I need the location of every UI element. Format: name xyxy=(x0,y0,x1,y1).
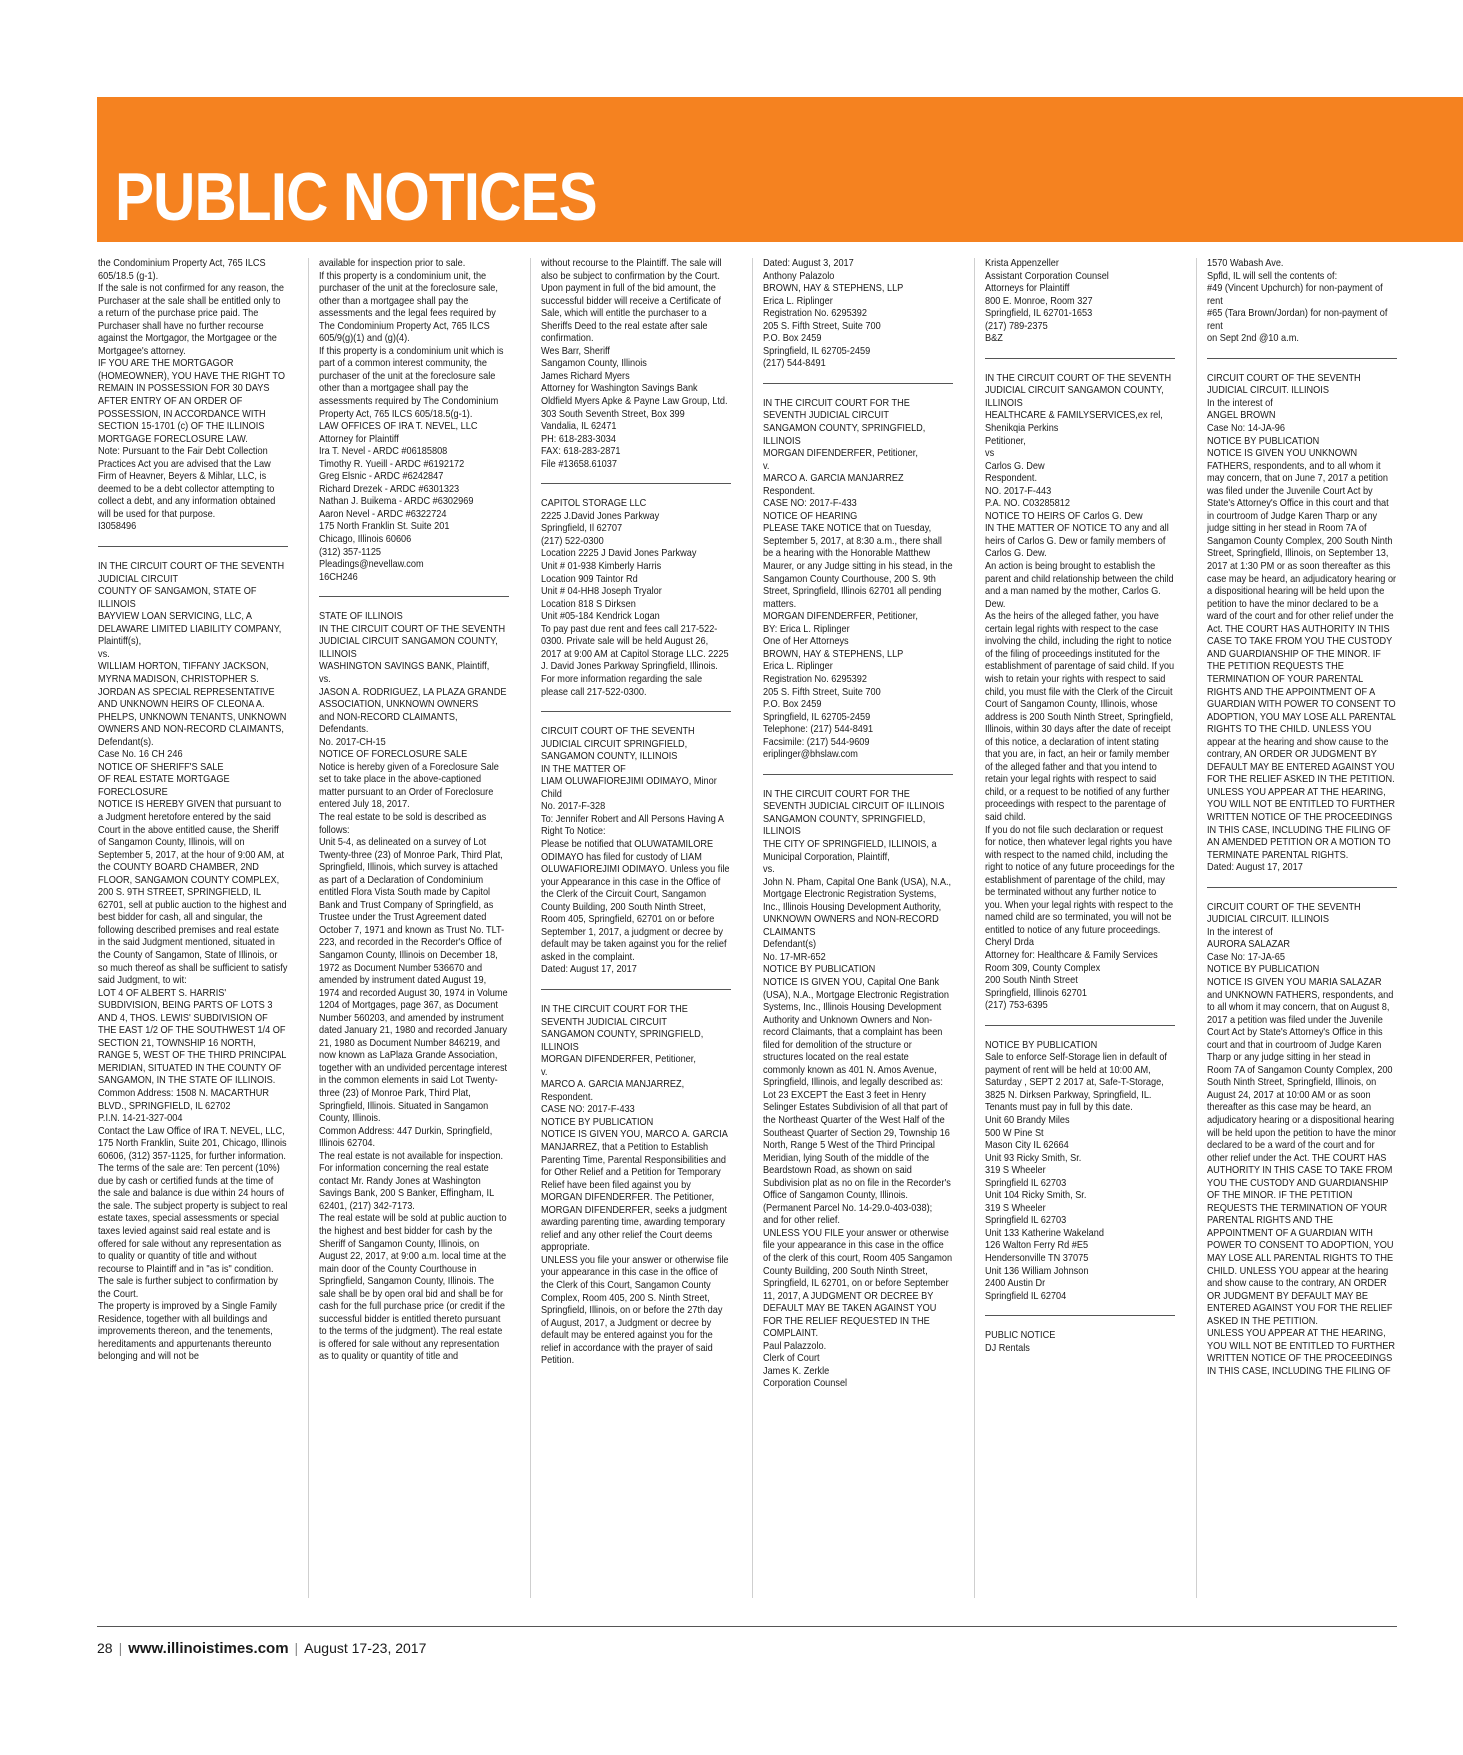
notice-separator xyxy=(541,483,731,484)
notice-block xyxy=(319,258,509,584)
notice-block xyxy=(985,373,1175,1013)
notice-text: IN THE CIRCUIT COURT FOR THE SEVENTH JUDICIAL CIRCUIT SANGAMON COUNTY, SPRINGFIELD, ILLINOIS MORGAN DIFENDERFER, Petitioner, v. MARCO A. GARCIA MANJARREZ Respondent. CASE NO: 2017-F-433 NOTICE OF HEARING PLEASE TAKE NOTICE that on Tuesday, September 5, 2017, at 8:30 a.m., there shall be a hearing with the Honorable Matthew Maurer, or any Judge sitting in his stead, in the Sangamon County Courthouse, 200 S. 9th Street, Springfield, Illinois 62701 all pending matters. MORGAN DIFENDERFER, Petitioner, BY: Erica L. Riplinger One of Her Attorneys BROWN, HAY & STEPHENS, LLP Erica L. Riplinger Registration No. 6295392 205 S. Fifth Street, Suite 700 P.O. Box 2459 Springfield, IL 62705-2459 Telephone: (217) 544-8491 Facsimile: (217) 544-9609 eriplinger@bhslaw.com xyxy=(763,397,953,761)
column-divider xyxy=(308,258,309,1598)
notice-text: PUBLIC NOTICE DJ Rentals xyxy=(985,1330,1056,1354)
notice-separator xyxy=(1207,887,1397,888)
notice-block xyxy=(1207,258,1397,346)
notice-separator xyxy=(98,546,288,547)
notice-text: Dated: August 3, 2017 Anthony Palazolo BROWN, HAY & STEPHENS, LLP Erica L. Riplinger Registration No. 6295392 205 S. Fifth Street, Suite 700 P.O. Box 2459 Springfield, IL 62705-2459 (217) 544-8491 xyxy=(763,258,904,370)
notice-block xyxy=(985,1040,1175,1303)
notice-block xyxy=(985,1330,1175,1355)
notice-column-1 xyxy=(98,258,288,1598)
notice-text: NOTICE BY PUBLICATION Sale to enforce Self-Storage lien in default of payment of rent will be held at 10:00 AM, Saturday , SEPT 2 2017 at, Safe-T-Storage, 3825 N. Dirksen Parkway, Springfield, IL. Tenants must pay in full by this date. Unit 60 Brandy Miles 500 W Pine St Mason City IL 62664 Unit 93 Ricky Smith, Sr. 319 S Wheeler Springfield IL 62703 Unit 104 Ricky Smith, Sr. 319 S Wheeler Springfield IL 62703 Unit 133 Katherine Wakeland 126 Walton Ferry Rd #E5 Hendersonville TN 37075 Unit 136 William Johnson 2400 Austin Dr Springfield IL 62704 xyxy=(985,1039,1167,1302)
notice-text: Krista Appenzeller Assistant Corporation Counsel Attorneys for Plaintiff 800 E. Monroe, Room 327 Springfield, IL 62701-1653 (217) 789-2375 B&Z xyxy=(985,258,1109,345)
website-link[interactable]: www.illinoistimes.com xyxy=(128,1640,289,1657)
notice-block xyxy=(1207,902,1397,1379)
notice-separator xyxy=(763,774,953,775)
notice-block xyxy=(541,258,731,471)
notice-text: 1570 Wabash Ave. Spfld, IL will sell the contents of: #49 (Vincent Upchurch) for non-payment of rent #65 (Tara Brown/Jordan) for non-payment of rent on Sept 2nd @10 a.m. xyxy=(1207,258,1388,345)
notice-text: CIRCUIT COURT OF THE SEVENTH JUDICIAL CIRCUIT. ILLINOIS In the interest of ANGEL BROWN Case No: 14-JA-96 NOTICE BY PUBLICATION NOTICE IS GIVEN YOU UNKNOWN FATHERS, respondents, and to all whom it may concern, that on June 7, 2017 a petition was filed under the Juvenile Court Act by State's Attorney's Office in this court and that in courtroom of Judge Karen Tharp or any judge sitting in her stead in Room 7A of Sangamon County Complex, 200 South Ninth Street, Springfield, Illinois, on September 13, 2017 at 1:30 PM or as soon thereafter as this case may be heard, an adjudicatory hearing or a dispositional hearing will be held upon the petition to have the minor declared to be a ward of the court and for other relief under the Act. THE COURT HAS AUTHORITY IN THIS CASE TO TAKE FROM YOU THE CUSTODY AND GUARDIANSHIP OF THE MINOR. IF THE PETITION REQUESTS THE TERMINATION OF YOUR PARENTAL RIGHTS AND THE APPOINTMENT OF A GUARDIAN WITH POWER TO CONSENT TO ADOPTION, YOU MAY LOSE ALL PARENTAL RIGHTS TO THE CHILD. UNLESS YOU appear at the hearing and show cause to the contrary, AN ORDER OR JUDGMENT BY DEFAULT MAY BE ENTERED AGAINST YOU FOR THE RELIEF ASKED IN THE PETITION. UNLESS YOU APPEAR AT THE HEARING, YOU WILL NOT BE ENTITLED TO FURTHER WRITTEN NOTICE OF THE PROCEEDINGS IN THIS CASE, INCLUDING THE FILING OF AN AMENDED PETITION OR A MOTION TO TERMINATE PARENTAL RIGHTS. Dated: August 17, 2017 xyxy=(1207,372,1397,874)
footer-divider xyxy=(97,1626,1397,1627)
notice-separator xyxy=(985,1025,1175,1026)
notice-text: IN THE CIRCUIT COURT FOR THE SEVENTH JUDICIAL CIRCUIT SANGAMON COUNTY, SPRINGFIELD, ILLINOIS MORGAN DIFENDERFER, Petitioner, v. MARCO A. GARCIA MANJARREZ, Respondent. CASE NO: 2017-F-433 NOTICE BY PUBLICATION NOTICE IS GIVEN YOU, MARCO A. GARCIA MANJARREZ, that a Petition to Establish Parenting Time, Parental Responsibilities and for Other Relief and a Petition for Temporary Relief have been filed against you by MORGAN DIFENDERFER. The Petitioner, MORGAN DIFENDERFER, seeks a judgment awarding parenting time, awarding temporary relief and any other relief the Court deems appropriate. UNLESS you file your answer or otherwise file your appearance in this case in the office of the Clerk of this Court, Sangamon County Complex, Room 405, 200 S. Ninth Street, Springfield, Illinois, on or before the 27th day of August, 2017, a Judgment or decree by default may be entered against you for the relief in accordance with the prayer of said Petition. xyxy=(541,1003,729,1367)
notice-column-6 xyxy=(1207,258,1397,1598)
notice-text: IN THE CIRCUIT COURT FOR THE SEVENTH JUDICIAL CIRCUIT OF ILLINOIS SANGAMON COUNTY, SPRINGFIELD, ILLINOIS THE CITY OF SPRINGFIELD, ILLINOIS, a Municipal Corporation, Plaintiff, vs. John N. Pham, Capital One Bank (USA), N.A., Mortgage Electronic Registration Systems, Inc., Illinois Housing Development Authority, UNKNOWN OWNERS and NON-RECORD CLAIMANTS Defendant(s) No. 17-MR-652 NOTICE BY PUBLICATION NOTICE IS GIVEN YOU, Capital One Bank (USA), N.A., Mortgage Electronic Registration Systems, Inc., Illinois Housing Development Authority and Unknown Owners and Non-record Claimants, that a complaint has been filed for demolition of the structure or structures located on the real estate commonly known as 401 N. Amos Avenue, Springfield, Illinois, and legally described as: Lot 23 EXCEPT the East 3 feet in Henry Selinger Estates Subdivision of all that part of the Northeast Quarter of the West Half of the Southeast Quarter of Section 29, Township 16 North, Range 5 West of the Third Principal Meridian, lying South of the middle of the Beardstown Road, as shown on said Subdivision plat as no on file in the Recorder's Office of Sangamon County, Illinois. (Permanent Parcel No. 14-29.0-403-038); and for other relief. UNLESS YOU FILE your answer or otherwise file your appearance in this case in the office of the clerk of this court, Room 405 Sangamon County Building, 200 South Ninth Street, Springfield, IL 62701, on or before September 11, 2017, A JUDGMENT OR DECREE BY DEFAULT MAY BE TAKEN AGAINST YOU FOR THE RELIEF REQUESTED IN THE COMPLAINT. Paul Palazzolo. Clerk of Court James K. Zerkle Corporation Counsel xyxy=(763,788,953,1390)
notice-column-3 xyxy=(541,258,731,1598)
page-number: 28 xyxy=(97,1640,113,1656)
header-banner xyxy=(97,97,1463,242)
notice-separator xyxy=(763,383,953,384)
notice-column-5 xyxy=(985,258,1175,1598)
notice-block xyxy=(763,398,953,762)
issue-date: August 17-23, 2017 xyxy=(304,1640,427,1656)
notice-block xyxy=(541,726,731,977)
notice-block xyxy=(763,789,953,1391)
footer-separator: | xyxy=(118,1640,123,1656)
notice-separator xyxy=(319,596,509,597)
notice-block xyxy=(319,611,509,1364)
notice-text: without recourse to the Plaintiff. The sale will also be subject to confirmation by the Court. Upon payment in full of the bid amount, the successful bidder will receive a Certificate of Sale, which will entitle the purchaser to a Sheriffs Deed to the real estate after sale confirmation. Wes Barr, Sheriff Sangamon County, Illinois James Richard Myers Attorney for Washington Savings Bank Oldfield Myers Apke & Payne Law Group, Ltd. 303 South Seventh Street, Box 399 Vandalia, IL 62471 PH: 618-283-3034 FAX: 618-283-2871 File #13658.61037 xyxy=(541,258,728,470)
notice-separator xyxy=(541,989,731,990)
notice-separator xyxy=(985,1315,1175,1316)
column-divider xyxy=(752,258,753,1598)
notice-text: CAPITOL STORAGE LLC 2225 J.David Jones Parkway Springfield, Il 62707 (217) 522-0300 Location 2225 J David Jones Parkway Unit # 01-938 Kimberly Harris Location 909 Taintor Rd Unit # 04-HH8 Joseph Tryalor Location 818 S Dirksen Unit #05-184 Kendrick Logan To pay past due rent and fees call 217-522-0300. Private sale will be held August 26, 2017 at 9:00 AM at Capitol Storage LLC. 2225 J. David Jones Parkway Springfield, Illinois. For more information regarding the sale please call 217-522-0300. xyxy=(541,498,729,698)
notice-block xyxy=(763,258,953,371)
notice-block xyxy=(541,1004,731,1368)
notice-text: STATE OF ILLINOIS IN THE CIRCUIT COURT OF THE SEVENTH JUDICIAL CIRCUIT SANGAMON COUNTY, ILLINOIS WASHINGTON SAVINGS BANK, Plaintiff, vs. JASON A. RODRIGUEZ, LA PLAZA GRANDE ASSOCIATION, UNKNOWN OWNERS and NON-RECORD CLAIMANTS, Defendants. No. 2017-CH-15 NOTICE OF FORECLOSURE SALE Notice is hereby given of a Foreclosure Sale set to take place in the above-captioned matter pursuant to an Order of Foreclosure entered July 18, 2017. The real estate to be sold is described as follows: Unit 5-4, as delineated on a survey of Lot Twenty-three (23) of Monroe Park, Third Plat, Springfield, Illinois, which survey is attached as part of a Declaration of Condominium entitled Flora Vista South made by Capitol Bank and Trust Company of Springfield, as Trustee under the Trust Agreement dated October 7, 1971 and known as Trust No. TLT-223, and recorded in the Recorder's Office of Sangamon County, Illinois on December 18, 1972 as Document Number 536670 and amended by instrument dated August 19, 1974 and recorded August 30, 1974 in Volume 1204 of Mortgages, page 367, as Document Number 560203, and amended by instrument dated January 21, 1980 and recorded January 21, 1980 as Document Number 846219, and now known as LaPlaza Grande Association, together with an undivided percentage interest in the common elements in said Lot Twenty-three (23) of Monroe Park, Third Plat, Springfield, Illinois. Situated in Sangamon County, Illinois. Common Address: 447 Durkin, Springfield, Illinois 62704. The real estate is not available for inspection. For information concerning the real estate contact Mr. Randy Jones at Washington Savings Bank, 200 S Banker, Effingham, IL 62401, (217) 342-7173. The real estate will be sold at public auction to the highest and best bidder for cash by the Sheriff of Sangamon County, Illinois, on August 22, 2017, at 9:00 a.m. local time at the main door of the County Courthouse in Springfield, Sangamon County, Illinois. The sale shall be by open oral bid and shall be for cash for the full purchase price (or credit if the successful bidder is entitled thereto pursuant to the terms of the judgment). The real estate is offered for sale without any representation as to quality or quantity of title and xyxy=(319,611,508,1363)
notice-block xyxy=(98,561,288,1364)
notice-column-2 xyxy=(319,258,509,1598)
page-footer xyxy=(97,1640,426,1657)
footer-separator: | xyxy=(294,1640,299,1656)
notice-column-4 xyxy=(763,258,953,1598)
notice-text: IN THE CIRCUIT COURT OF THE SEVENTH JUDICIAL CIRCUIT SANGAMON COUNTY, ILLINOIS HEALTHCARE & FAMILYSERVICES,ex rel, Shenikqia Perkins Petitioner, vs Carlos G. Dew Respondent. NO. 2017-F-443 P.A. NO. C03285812 NOTICE TO HEIRS OF Carlos G. Dew IN THE MATTER OF NOTICE TO any and all heirs of Carlos G. Dew or family members of Carlos G. Dew. An action is being brought to establish the parent and child relationship between the child and a man named by the mother, Carlos G. Dew. As the heirs of the alleged father, you have certain legal rights with respect to the case involving the child, including the right to notice of the filing of proceedings instituted for the establishment of parentage of said child. If you wish to retain your rights with respect to said child, you must file with the Clerk of the Circuit Court of Sangamon County, Illinois, whose address is 200 South Ninth Street, Springfield, Illinois, within 30 days after the date of receipt of this notice, a declaration of intent stating that you are, in fact, an heir or family member of the alleged father and that you intend to retain your legal rights with respect to said child, or a request to be notified of any further proceedings with respect to the parentage of said child. If you do not file such declaration or request for notice, then whatever legal rights you have with respect to the named child, including the right to notice of any future proceedings for the establishment of parentage of the child, may be terminated without any further notice to you. When your legal rights with respect to the named child are so terminated, you will not be entitled to notice of any future proceedings. Cheryl Drda Attorney for: Healthcare & Family Services Room 309, County Complex 200 South Ninth Street Springfield, Illinois 62701 (217) 753-6395 xyxy=(985,372,1175,1012)
column-divider xyxy=(530,258,531,1598)
notice-text: CIRCUIT COURT OF THE SEVENTH JUDICIAL CIRCUIT. ILLINOIS In the interest of AURORA SALAZAR Case No: 17-JA-65 NOTICE BY PUBLICATION NOTICE IS GIVEN YOU MARIA SALAZAR and UNKNOWN FATHERS, respondents, and to all whom it may concern, that on August 8, 2017 a petition was filed under the Juvenile Court Act by State's Attorney's Office in this court and that in courtroom of Judge Karen Tharp or any judge sitting in her stead in Room 7A of Sangamon County Complex, 200 South Ninth Street, Springfield, Illinois, on August 24, 2017 at 10:00 AM or as soon thereafter as this case may be heard, an adjudicatory hearing or a dispositional hearing will be held upon the petition to have the minor declared to be a ward of the court and for other relief under the Act. THE COURT HAS AUTHORITY IN THIS CASE TO TAKE FROM YOU THE CUSTODY AND GUARDIANSHIP OF THE MINOR. IF THE PETITION REQUESTS THE TERMINATION OF YOUR PARENTAL RIGHTS AND THE APPOINTMENT OF A GUARDIAN WITH POWER TO CONSENT TO ADOPTION, YOU MAY LOSE ALL PARENTAL RIGHTS TO THE CHILD. UNLESS YOU appear at the hearing and show cause to the contrary, AN ORDER OR JUDGMENT BY DEFAULT MAY BE ENTERED AGAINST YOU FOR THE RELIEF ASKED IN THE PETITION. UNLESS YOU APPEAR AT THE HEARING, YOU WILL NOT BE ENTITLED TO FURTHER WRITTEN NOTICE OF THE PROCEEDINGS IN THIS CASE, INCLUDING THE FILING OF xyxy=(1207,901,1397,1377)
column-divider xyxy=(974,258,975,1598)
page-title: PUBLIC NOTICES xyxy=(115,159,597,235)
notice-text: the Condominium Property Act, 765 ILCS 605/18.5 (g-1). If the sale is not confirmed for any reason, the Purchaser at the sale shall be entitled only to a return of the purchase price paid. The Purchaser shall have no further recourse against the Mortgagor, the Mortgagee or the Mortgagee's attorney. IF YOU ARE THE MORTGAGOR (HOMEOWNER), YOU HAVE THE RIGHT TO REMAIN IN POSSESSION FOR 30 DAYS AFTER ENTRY OF AN ORDER OF POSSESSION, IN ACCORDANCE WITH SECTION 15-1701 (c) OF THE ILLINOIS MORTGAGE FORECLOSURE LAW. Note: Pursuant to the Fair Debt Collection Practices Act you are advised that the Law Firm of Heavner, Beyers & Mihlar, LLC, is deemed to be a debt collector attempting to collect a debt, and any information obtained will be used for that purpose. I3058496 xyxy=(98,258,285,533)
notice-block xyxy=(541,498,731,699)
notice-text: available for inspection prior to sale. If this property is a condominium unit, the purchaser of the unit at the foreclosure sale, other than a mortgagee shall pay the assessments and the legal fees required by The Condominium Property Act, 765 ILCS 605/9(g)(1) and (g)(4). If this property is a condominium unit which is part of a common interest community, the purchaser of the unit at the foreclosure sale other than a mortgagee shall pay the assessments required by The Condominium Property Act, 765 ILCS 605/18.5(g-1). LAW OFFICES OF IRA T. NEVEL, LLC Attorney for Plaintiff Ira T. Nevel - ARDC #06185808 Timothy R. Yueill - ARDC #6192172 Greg Elsnic - ARDC #6242847 Richard Drezek - ARDC #6301323 Nathan J. Buikema - ARDC #6302969 Aaron Nevel - ARDC #6322724 175 North Franklin St. Suite 201 Chicago, Illinois 60606 (312) 357-1125 Pleadings@nevellaw.com 16CH246 xyxy=(319,258,504,583)
notice-block xyxy=(98,258,288,534)
notice-separator xyxy=(1207,358,1397,359)
column-divider xyxy=(1196,258,1197,1598)
notice-block xyxy=(1207,373,1397,875)
notice-separator xyxy=(541,711,731,712)
notice-separator xyxy=(985,358,1175,359)
notice-text: IN THE CIRCUIT COURT OF THE SEVENTH JUDICIAL CIRCUIT COUNTY OF SANGAMON, STATE OF ILLINOIS BAYVIEW LOAN SERVICING, LLC, A DELAWARE LIMITED LIABILITY COMPANY, Plaintiff(s), vs. WILLIAM HORTON, TIFFANY JACKSON, MYRNA MADISON, CHRISTOPHER S. JORDAN AS SPECIAL REPRESENTATIVE AND UNKNOWN HEIRS OF CLEONA A. PHELPS, UNKNOWN TENANTS, UNKNOWN OWNERS AND NON-RECORD CLAIMANTS, Defendant(s). Case No. 16 CH 246 NOTICE OF SHERIFF'S SALE OF REAL ESTATE MORTGAGE FORECLOSURE NOTICE IS HEREBY GIVEN that pursuant to a Judgment heretofore entered by the said Court in the above entitled cause, the Sheriff of Sangamon County, Illinois, will on September 5, 2017, at the hour of 9:00 AM, at the COUNTY BOARD CHAMBER, 2ND FLOOR, SANGAMON COUNTY COMPLEX, 200 S. 9TH STREET, SPRINGFIELD, IL 62701, sell at public auction to the highest and best bidder for cash, all and singular, the following described premises and real estate in the said Judgment mentioned, situated in the County of Sangamon, State of Illinois, or so much thereof as shall be sufficient to satisfy said Judgment, to wit: LOT 4 OF ALBERT S. HARRIS' SUBDIVISION, BEING PARTS OF LOTS 3 AND 4, THOS. LEWIS' SUBDIVISION OF THE EAST 1/2 OF THE SOUTHWEST 1/4 OF SECTION 21, TOWNSHIP 16 NORTH, RANGE 5, WEST OF THE THIRD PRINCIPAL MERIDIAN, SITUATED IN THE COUNTY OF SANGAMON, IN THE STATE OF ILLINOIS. Common Address: 1508 N. MACARTHUR BLVD., SPRINGFIELD, IL 62702 P.I.N. 14-21-327-004 Contact the Law Office of IRA T. NEVEL, LLC, 175 North Franklin, Suite 201, Chicago, Illinois 60606, (312) 357-1125, for further information. The terms of the sale are: Ten percent (10%) due by cash or certified funds at the time of the sale and balance is due within 24 hours of the sale. The subject property is subject to real estate taxes, special assessments or special taxes levied against said real estate and is offered for sale without any representation as to quality or quantity of title and without recourse to Plaintiff and in "as is" condition. The sale is further subject to confirmation by the Court. The property is improved by a Single Family Residence, together with all buildings and improvements thereon, and the tenements, hereditaments and appurtenants thereunto belonging and will not be xyxy=(98,561,288,1363)
notice-text: CIRCUIT COURT OF THE SEVENTH JUDICIAL CIRCUIT SPRINGFIELD, SANGAMON COUNTY, ILLINOIS IN THE MATTER OF LIAM OLUWAFIOREJIMI ODIMAYO, Minor Child No. 2017-F-328 To: Jennifer Robert and All Persons Having A Right To Notice: Please be notified that OLUWATAMILORE ODIMAYO has filed for custody of LIAM OLUWAFIOREJIMI ODIMAYO. Unless you file your Appearance in this case in the Office of the Clerk of the Circuit Court, Sangamon County Building, 200 South Ninth Street, Room 405, Springfield, 62701 on or before September 1, 2017, a judgment or decree by default may be taken against you for the relief asked in the complaint. Dated: August 17, 2017 xyxy=(541,726,730,976)
notice-block xyxy=(985,258,1175,346)
